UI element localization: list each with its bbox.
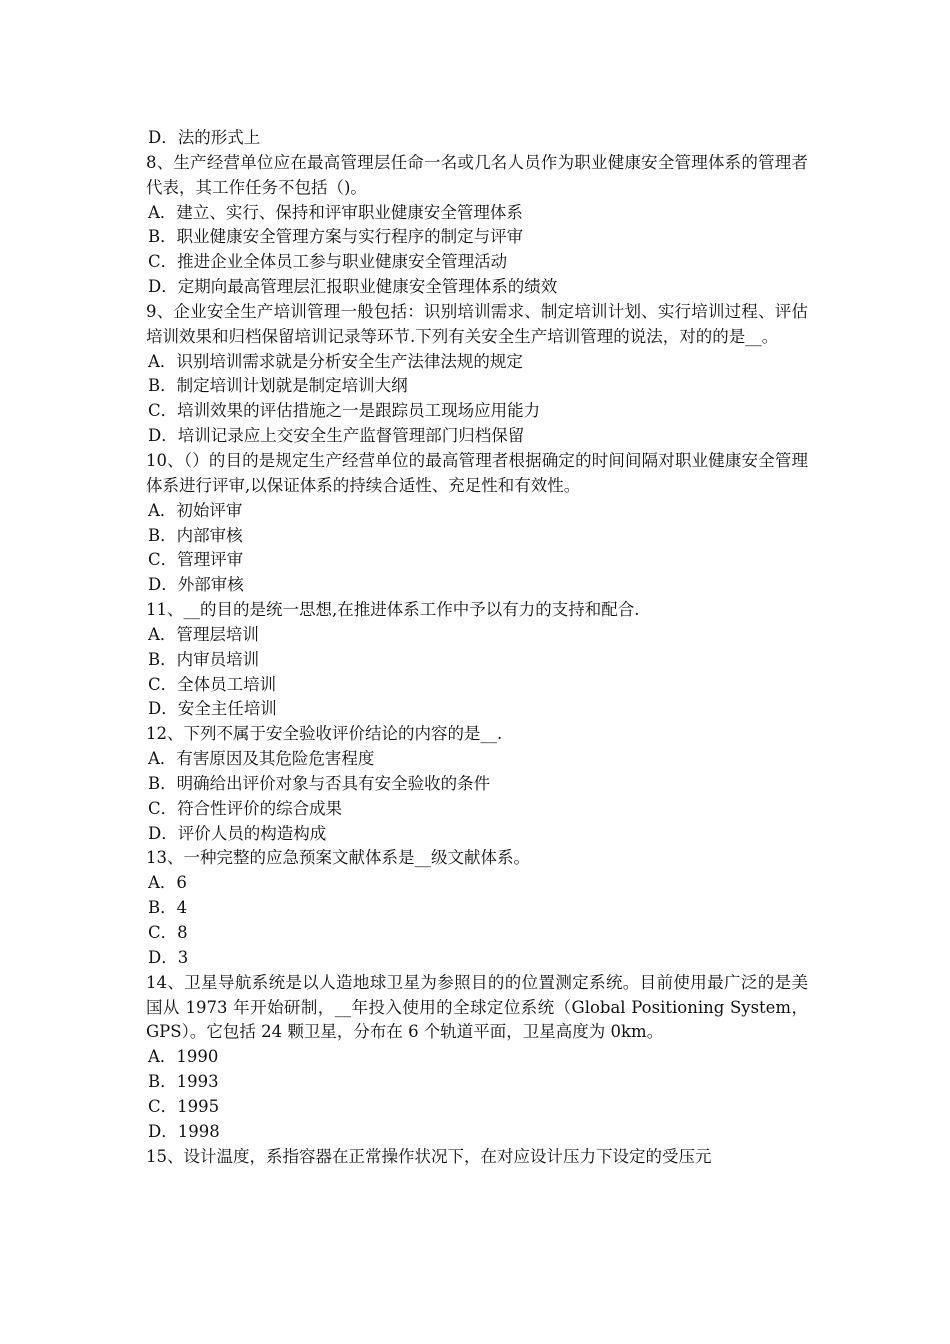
question-stem: 9、企业安全生产培训管理一般包括：识别培训需求、制定培训计划、实行培训过程、评估培训效果和归档保留培训记录等环节.下列有关安全生产培训管理的说法，对的的是__。 [146, 301, 808, 346]
option-d: D．定期向最高管理层汇报职业健康安全管理体系的绩效 [148, 277, 558, 297]
question-9 [146, 300, 808, 449]
question-stem: 15、设计温度，系指容器在正常操作状况下，在对应设计压力下设定的受压元 [146, 1146, 712, 1166]
option-d: D．培训记录应上交安全生产监督管理部门归档保留 [148, 426, 525, 446]
option-a: A．管理层培训 [148, 624, 259, 644]
option-c: C．8 [148, 923, 188, 942]
option-d: D．3 [148, 947, 189, 967]
option-c: C．1995 [148, 1096, 220, 1116]
question-stem: 12、下列不属于安全验收评价结论的内容的是__. [146, 724, 503, 744]
option-b: B．内部审核 [148, 525, 243, 545]
option-c: C．管理评审 [148, 550, 244, 570]
option-d: D．评价人员的构造构成 [148, 823, 327, 843]
question-14 [146, 971, 808, 1145]
option-a: A．建立、实行、保持和评审职业健康安全管理体系 [148, 202, 523, 222]
question-stem: 13、一种完整的应急预案文献体系是__级文献体系。 [146, 848, 530, 868]
option-d: D．安全主任培训 [148, 699, 277, 719]
option-a: A．1990 [148, 1047, 219, 1067]
option-c: C．培训效果的评估措施之一是跟踪员工现场应用能力 [148, 401, 541, 421]
question-stem: 10、（）的目的是规定生产经营单位的最高管理者根据确定的时间间隔对职业健康安全管理体系进行评审,以保证体系的持续合适性、充足性和有效性。 [146, 450, 808, 495]
question-stem: 8、生产经营单位应在最高管理层任命一名或几名人员作为职业健康安全管理体系的管理者代表，其工作任务不包括（)。 [146, 152, 808, 197]
option-a: A．初始评审 [148, 500, 243, 520]
option-c: C．全体员工培训 [148, 674, 277, 694]
option-b: B．职业健康安全管理方案与实行程序的制定与评审 [148, 227, 524, 247]
option-b: B．明确给出评价对象与否具有安全验收的条件 [148, 773, 491, 793]
question-10 [146, 449, 808, 598]
option-b: B．1993 [148, 1072, 219, 1092]
option-c: C．符合性评价的综合成果 [148, 798, 343, 818]
question-stem: 14、卫星导航系统是以人造地球卫星为参照目的的位置测定系统。目前使用最广泛的是美国从 1973 年开始研制，__年投入使用的全球定位系统（Global Positioning System，GPS）。它包括 24 颗卫星，分布在 6 个轨道平面，卫星高度为 0km。 [146, 972, 808, 1042]
option-a: A．6 [148, 873, 187, 893]
option-c: C．推进企业全体员工参与职业健康安全管理活动 [148, 252, 508, 272]
question-8 [146, 151, 808, 300]
question-stem: 11、__的目的是统一思想,在推进体系工作中予以有力的支持和配合. [146, 600, 640, 620]
option-d: D．1998 [148, 1121, 220, 1141]
option-a: A．有害原因及其危险危害程度 [148, 749, 375, 769]
question-11 [146, 598, 808, 722]
question-15 [146, 1145, 808, 1170]
question-12 [146, 722, 808, 846]
option-a: A．识别培训需求就是分析安全生产法律法规的规定 [148, 351, 523, 371]
question-13 [146, 846, 808, 970]
document-page [146, 126, 808, 1169]
lead-option: D．法的形式上 [148, 128, 261, 147]
option-b: B．制定培训计划就是制定培训大纲 [148, 376, 408, 396]
option-d: D．外部审核 [148, 575, 244, 595]
option-b: B．内审员培训 [148, 649, 260, 669]
option-b: B．4 [148, 898, 188, 918]
